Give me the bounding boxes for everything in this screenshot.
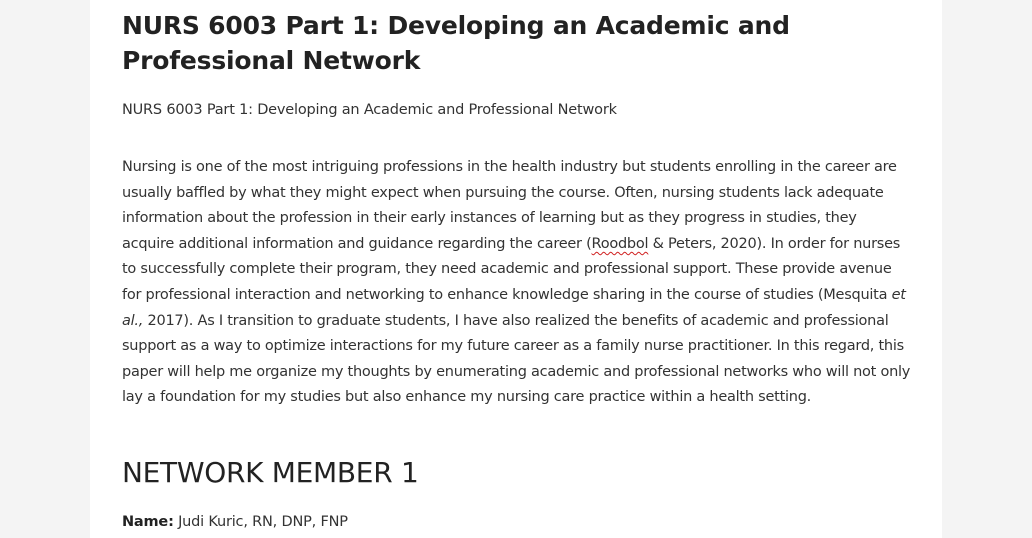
- section-heading-network-member: NETWORK MEMBER 1: [122, 455, 419, 489]
- article-content: [122, 8, 912, 533]
- article-card: [90, 0, 942, 538]
- paragraph-text-part1: Nursing is one of the most intriguing professions in the health industry but students enrolling in the career are usually baffled by what they might expect when pursuing the course. Often, nursing students lack adequate information about the profession in their early instances of learning but as they progress in studies, they acquire additional information and guidance regarding the career (: [122, 159, 897, 252]
- paragraph-text-part3: 2017). As I transition to graduate students, I have also realized the benefits of academic and professional support as a way to optimize interactions for my future career as a family nurse practitioner. In this regard, this paper will help me organize my thoughts by enumerating academic and professional networks who will not only lay a foundation for my studies but also enhance my nursing care practice within a health setting.: [122, 312, 911, 406]
- misspelled-word-citation: Roodbol: [591, 235, 649, 252]
- intro-paragraph: [122, 155, 912, 411]
- et-al-italic: et al.,: [122, 286, 906, 329]
- article-title: NURS 6003 Part 1: Developing an Academic and Professional Network: [122, 11, 790, 75]
- member-name-value: Judi Kuric, RN, DNP, FNP: [173, 513, 348, 530]
- member-name-label: Name:: [122, 513, 174, 530]
- member-name-line: [122, 511, 912, 533]
- article-subtitle: NURS 6003 Part 1: Developing an Academic and Professional Network: [122, 102, 617, 118]
- paragraph-text-part2: & Peters, 2020). In order for nurses to successfully complete their program, they need academic and professional support. These provide avenue for professional interaction and networking to enhance knowledge sharing in the course of studies (Mesquita: [122, 235, 901, 303]
